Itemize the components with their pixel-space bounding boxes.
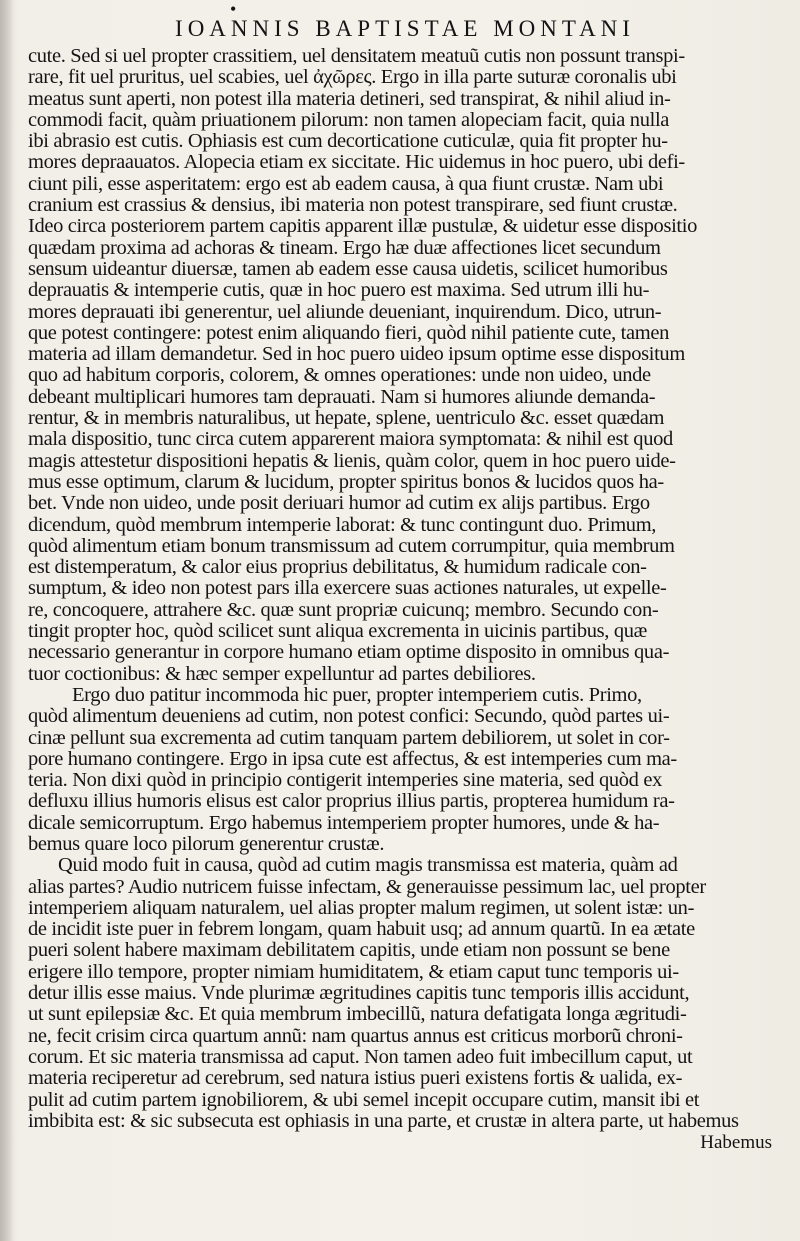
text-block — [28, 46, 776, 1154]
text-line: Ideo circa posteriorem partem capitis apparent illæ pustulæ, & uidetur esse dispositio — [28, 216, 698, 238]
text-line: debeant multiplicari humores tam deprauati. Nam si humores aliunde demanda- — [28, 386, 656, 408]
text-line: mores depraauatos. Alopecia etiam ex siccitate. Hic uidemus in hoc puero, ubi defi- — [28, 152, 685, 174]
text-line: ut sunt epilepsiæ &c. Et quia membrum imbecillũ, natura defatigata longa ægritudi- — [28, 1004, 687, 1026]
text-line: teria. Non dixi quòd in principio contigerit intemperies sine materia, sed quòd ex — [28, 770, 662, 792]
text-line: mus esse optimum, clarum & lucidum, propter spiritus bonos & lucidos quos ha- — [28, 471, 664, 493]
text-line: erigere illo tempore, propter nimiam humiditatem, & etiam caput tunc temporis ui- — [28, 961, 679, 983]
text-line: pueri solent habere maximam debilitatem capitis, unde etiam non possunt se bene — [28, 940, 670, 962]
text-line: ciunt pili, esse asperitatem: ergo est ab eadem causa, à qua fiunt crustæ. Nam ubi — [28, 173, 664, 195]
text-line: quædam proxima ad achoras & tineam. Ergo hæ duæ affectiones licet secundum — [28, 237, 661, 259]
page-gutter-shadow — [0, 0, 14, 1241]
text-line: detur illis esse maius. Vnde plurimæ ægritudines capitis tunc temporis illis accidunt, — [28, 983, 690, 1005]
text-line: mala dispositio, tunc circa cutem apparerent maiora symptomata: & nihil est quod — [28, 429, 673, 451]
text-line: re, concoquere, attrahere &c. quæ sunt propriæ cuicunq; membro. Secundo con- — [28, 599, 659, 621]
text-line: ibi abrasio est cutis. Ophiasis est cum decorticatione cuticulæ, quia fit propter hu- — [28, 131, 668, 153]
text-line: quòd alimentum deueniens ad cutim, non potest confici: Secundo, quòd partes ui- — [28, 706, 670, 728]
text-line: rentur, & in membris naturalibus, ut hepate, splene, uentriculo &c. esset quædam — [28, 408, 665, 430]
text-line: quo ad habitum corporis, colorem, & omnes operationes: unde non uideo, unde — [28, 365, 651, 387]
text-line: commodi facit, quàm priuationem pilorum: non tamen alopeciam facit, quia nulla — [28, 109, 670, 131]
text-line: mores deprauati ibi generentur, uel aliunde deueniant, inquirendum. Dico, utrun- — [28, 301, 662, 323]
text-line: dicale semicorruptum. Ergo habemus intemperiem propter humores, unde & ha- — [28, 812, 660, 834]
text-line: sensum uideantur diuersæ, tamen ab eadem esse causa uidetis, scilicet humoribus — [28, 258, 668, 280]
text-line: cute. Sed si uel propter crassitiem, uel densitatem meatuũ cutis non possunt transpi- — [28, 46, 685, 67]
text-line: ne, fecit crisim circa quartum annũ: nam quartus annus est criticus morborũ chroni- — [28, 1025, 683, 1047]
text-line: quòd alimentum etiam bonum transmissum ad cutem corrumpitur, quia membrum — [28, 535, 675, 557]
text-line: sumptum, & ideo non potest pars illa exercere suas actiones naturales, ut expelle- — [28, 578, 667, 600]
text-line: dicendum, quòd membrum intemperie laborat: & tunc contingunt duo. Primum, — [28, 514, 657, 536]
text-line: est distemperatum, & calor eius proprius debilitatus, & humidum radicale con- — [28, 557, 647, 579]
text-line: alias partes? Audio nutricem fuisse infectam, & generauisse pessimum lac, uel propter — [28, 876, 706, 898]
text-line: imbibita est: & sic subsecuta est ophiasis in una parte, et crustæ in altera parte, ut habemus — [28, 1110, 739, 1132]
text-line: rare, fit uel pruritus, uel scabies, uel ἀχῶρες. Ergo in illa parte suturæ coronalis ubi — [28, 67, 677, 89]
text-line: magis attestetur dispositioni hepatis & lienis, quàm color, quem in hoc puero uide- — [28, 450, 676, 472]
text-line: deprauatis & intemperie cutis, quæ in hoc puero est maxima. Sed utrum illi hu- — [28, 280, 650, 302]
signature-dot: • — [230, 0, 237, 19]
running-header: IOANNIS BAPTISTAE MONTANI — [175, 16, 635, 41]
text-line: cranium est crassius & densius, ibi materia non potest transpirare, sed fiunt crustæ. — [28, 195, 678, 217]
text-line: pulit ad cutim partem ignobiliorem, & ubi semel incepit occupare cutim, mansit ibi et — [28, 1089, 700, 1111]
catchword: Habemus — [700, 1132, 772, 1154]
text-line: corum. Et sic materia transmissa ad caput. Non tamen adeo fuit imbecillum caput, ut — [28, 1046, 693, 1068]
paragraph-start-line: Ergo duo patitur incommoda hic puer, propter intemperiem cutis. Primo, — [72, 684, 642, 706]
text-line: necessario generantur in corpore humano etiam optime disposito in omnibus qua- — [28, 642, 670, 664]
text-line: intemperiem aliquam naturalem, uel alias propter malum regimen, ut solent istæ: un- — [28, 897, 695, 919]
text-line: que potest contingere: potest enim aliquando fieri, quòd nihil patiente cute, tamen — [28, 322, 669, 344]
text-line: pore humano contingere. Ergo in ipsa cute est affectus, & est intemperies cum ma- — [28, 748, 677, 770]
paragraph-start-line: Quid modo fuit in causa, quòd ad cutim magis transmissa est materia, quàm ad — [58, 855, 678, 877]
text-line: materia ad illam demandetur. Sed in hoc puero uideo ipsum optime esse dispositum — [28, 344, 685, 366]
text-line: materia reciperetur ad cerebrum, sed natura istius pueri existens fortis & ualida, ex- — [28, 1068, 683, 1090]
text-line: tuor coctionibus: & hæc semper expelluntur ad partes debiliores. — [28, 663, 536, 685]
text-line: bet. Vnde non uideo, unde posit deriuari humor ad cutim ex alijs partibus. Ergo — [28, 493, 650, 515]
text-line: cinæ pellunt sua excrementa ad cutim tanquam partem debiliorem, ut solet in cor- — [28, 727, 670, 749]
text-line: de incidit iste puer in febrem longam, quam habuit usq; ad annum quartũ. In ea ætate — [28, 919, 695, 941]
text-line: bemus quare loco pilorum generentur crustæ. — [28, 833, 385, 855]
text-line: defluxu illius humoris elisus est calor proprius illius partis, propterea humidum ra- — [28, 791, 675, 813]
text-line: meatus sunt aperti, non potest illa materia detineri, sed transpirat, & nihil aliud in- — [28, 88, 671, 110]
text-line: tingit propter hoc, quòd scilicet sunt aliqua excrementa in uicinis partibus, quæ — [28, 621, 647, 643]
